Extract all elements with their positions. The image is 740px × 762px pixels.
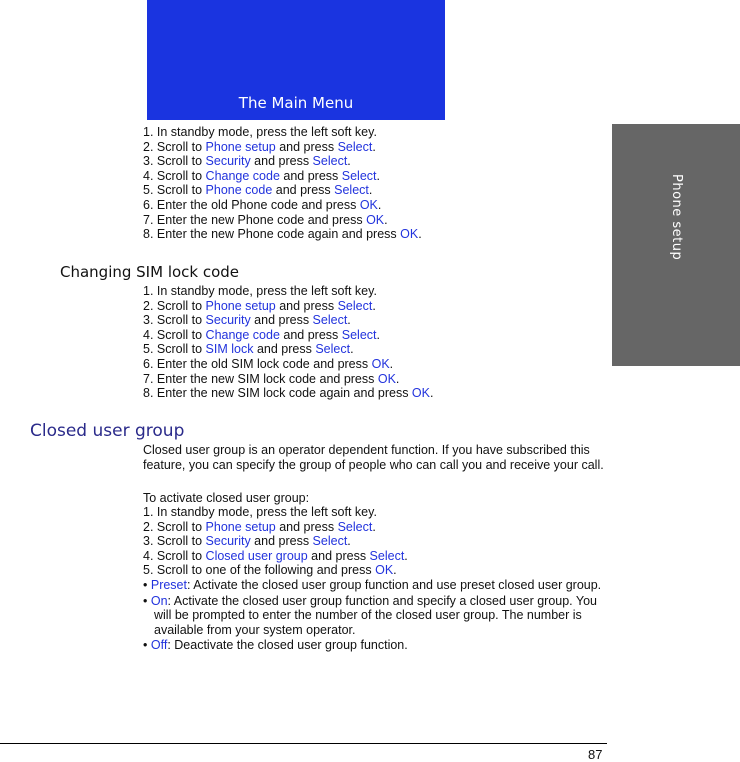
- menu-key: SIM lock: [205, 342, 254, 357]
- chapter-side-tab: [612, 124, 740, 366]
- step: 4. Scroll to Change code and press Select.: [143, 327, 380, 342]
- step: 4. Scroll to Closed user group and press Select.: [143, 548, 408, 563]
- menu-key: Closed user group: [205, 548, 308, 563]
- step: 7. Enter the new Phone code and press OK.: [143, 212, 388, 227]
- chapter-tab-label: Phone setup: [669, 174, 684, 261]
- step: 3. Scroll to Security and press Select.: [143, 154, 351, 169]
- step: 6. Enter the old SIM lock code and press OK.: [143, 356, 394, 371]
- step: 2. Scroll to Phone setup and press Select.: [143, 298, 376, 313]
- step: 1. In standby mode, press the left soft key.: [143, 505, 377, 519]
- softkey: OK: [411, 386, 430, 401]
- softkey: Select: [312, 313, 348, 328]
- softkey: Select: [341, 327, 377, 342]
- step: 8. Enter the new Phone code again and press OK.: [143, 227, 422, 242]
- option-name: Preset: [150, 578, 187, 592]
- cug-option-on: • On: Activate the closed user group function and specify a closed user group. You will be prompted to enter the number of the closed user group. The number is available from your system operator.: [143, 593, 597, 637]
- option-name: Off: [150, 638, 168, 653]
- cug-option-off: • Off: Deactivate the closed user group function.: [143, 638, 408, 653]
- softkey: OK: [359, 197, 378, 212]
- softkey: Select: [337, 139, 373, 154]
- softkey: OK: [400, 227, 419, 242]
- menu-key: Change code: [205, 327, 280, 342]
- softkey: OK: [366, 212, 385, 227]
- step: 3. Scroll to Security and press Select.: [143, 534, 351, 549]
- softkey: Select: [334, 183, 369, 198]
- main-menu-screen-image: [147, 0, 445, 120]
- screen-title: The Main Menu: [238, 94, 354, 112]
- step: 6. Enter the old Phone code and press OK.: [143, 197, 382, 212]
- menu-key: Phone code: [205, 183, 273, 198]
- menu-key: Security: [205, 534, 251, 549]
- softkey: Select: [341, 168, 377, 183]
- footer-divider: [0, 743, 607, 744]
- softkey: OK: [375, 563, 394, 578]
- cug-intro-paragraph: Closed user group is an operator dependent function. If you have subscribed this feature, you can specify the group of people who can call you and receive your call.: [143, 443, 604, 472]
- softkey: Select: [337, 519, 373, 534]
- softkey: Select: [312, 534, 348, 549]
- bullet-icon: •: [143, 638, 151, 653]
- step: 5. Scroll to Phone code and press Select.: [143, 183, 373, 198]
- step: 7. Enter the new SIM lock code and press OK.: [143, 371, 400, 386]
- step: 1. In standby mode, press the left soft key.: [143, 125, 377, 139]
- cug-steps: [143, 505, 408, 578]
- softkey: Select: [369, 548, 405, 563]
- step: 5. Scroll to one of the following and press OK.: [143, 563, 397, 578]
- menu-key: Phone setup: [205, 519, 276, 534]
- option-name: On: [150, 593, 168, 608]
- softkey: Select: [312, 154, 348, 169]
- menu-key: Security: [205, 154, 251, 169]
- cug-options-list: [143, 578, 613, 654]
- menu-key: Change code: [205, 168, 280, 183]
- menu-key: Security: [205, 313, 251, 328]
- step: 4. Scroll to Change code and press Select.: [143, 168, 380, 183]
- softkey: OK: [377, 371, 396, 386]
- bullet-icon: •: [143, 593, 151, 608]
- step: 3. Scroll to Security and press Select.: [143, 313, 351, 328]
- sim-lock-steps: [143, 284, 433, 401]
- page-number: 87: [588, 747, 603, 762]
- phone-code-steps: [143, 125, 422, 242]
- bullet-icon: •: [143, 578, 151, 592]
- softkey: Select: [315, 342, 351, 357]
- step: 5. Scroll to SIM lock and press Select.: [143, 342, 354, 357]
- step: 2. Scroll to Phone setup and press Select.: [143, 519, 376, 534]
- step: 2. Scroll to Phone setup and press Select.: [143, 139, 376, 154]
- softkey: OK: [371, 356, 390, 371]
- closed-user-group-heading: Closed user group: [30, 421, 185, 441]
- step: 8. Enter the new SIM lock code again and press OK.: [143, 386, 434, 401]
- cug-option-preset: • Preset: Activate the closed user group function and use preset closed user group.: [143, 578, 602, 592]
- sim-lock-heading: Changing SIM lock code: [60, 263, 240, 281]
- softkey: Select: [337, 298, 373, 313]
- menu-key: Phone setup: [205, 298, 276, 313]
- step: 1. In standby mode, press the left soft key.: [143, 284, 377, 298]
- cug-activate-label: To activate closed user group:: [143, 491, 310, 505]
- menu-key: Phone setup: [205, 139, 276, 154]
